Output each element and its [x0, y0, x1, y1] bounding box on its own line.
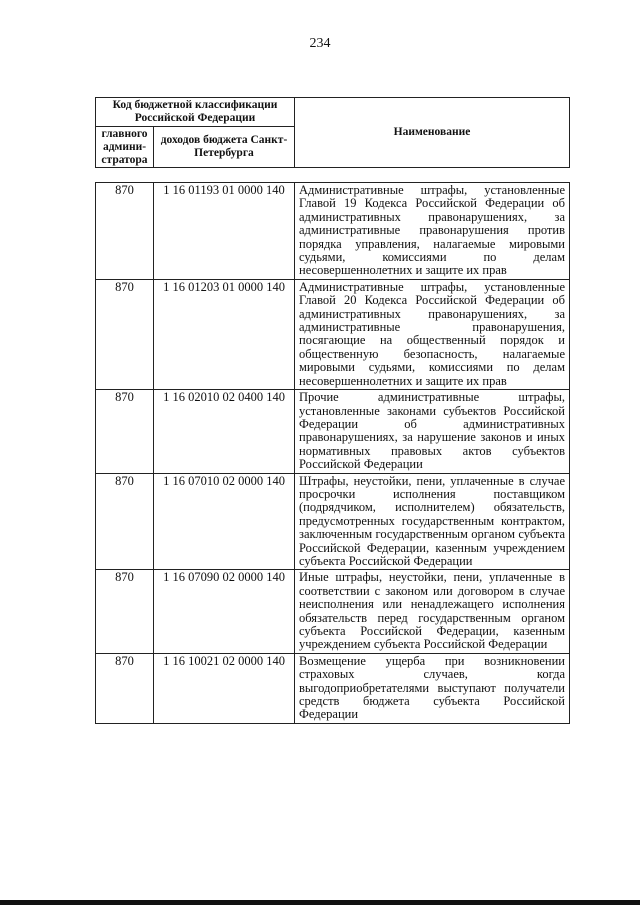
- income-code-cell: 1 16 07010 02 0000 140: [154, 473, 295, 570]
- income-name-cell: Возмещение ущерба при возникновении страховых случаев, когда выгодоприобретателями выступают получатели средств бюджета субъекта Российской Федерации: [295, 653, 570, 723]
- table-row: [96, 390, 570, 473]
- income-code-cell: 1 16 10021 02 0000 140: [154, 653, 295, 723]
- income-code-cell: 1 16 01203 01 0000 140: [154, 279, 295, 389]
- header-table: [95, 97, 570, 168]
- table-row: [96, 570, 570, 653]
- table-row: [96, 183, 570, 280]
- income-name-cell: Штрафы, неустойки, пени, уплаченные в случае просрочки исполнения поставщиком (подрядчиком, исполнителем) обязательств, предусмотренных государственным контрактом, заключенным государственным органом субъекта Российской Федерации, казенным учреждением субъекта Российской Федерации: [295, 473, 570, 570]
- admin-column-header: главного админи-стратора: [96, 127, 154, 168]
- income-name-cell: Иные штрафы, неустойки, пени, уплаченные в соответствии с законом или договором в случае неисполнения или ненадлежащего исполнения обязательств перед государственным органом субъекта Российской Федерации, казенным учреждением субъекта Российской Федерации: [295, 570, 570, 653]
- page-number: 234: [309, 36, 331, 51]
- table-row: [96, 473, 570, 570]
- income-code-cell: 1 16 01193 01 0000 140: [154, 183, 295, 280]
- code-column-header: доходов бюджета Санкт-Петербурга: [154, 127, 295, 168]
- admin-code-cell: 870: [96, 183, 154, 280]
- scan-edge: [0, 900, 640, 905]
- table-row: [96, 653, 570, 723]
- income-code-cell: 1 16 07090 02 0000 140: [154, 570, 295, 653]
- income-name-cell: Административные штрафы, установленные Главой 19 Кодекса Российской Федерации об административных правонарушениях, за административные правонарушения против порядка управления, налагаемые мировыми судьями, комиссиями по делам несовершеннолетних и защите их прав: [295, 183, 570, 280]
- admin-code-cell: 870: [96, 390, 154, 473]
- admin-code-cell: 870: [96, 279, 154, 389]
- admin-code-cell: 870: [96, 653, 154, 723]
- table-row: [96, 279, 570, 389]
- income-name-cell: Прочие административные штрафы, установленные законами субъектов Российской Федерации об административных правонарушениях, за нарушение законов и иных нормативных правовых актов субъектов Российской Федерации: [295, 390, 570, 473]
- admin-code-cell: 870: [96, 473, 154, 570]
- classification-table: [95, 182, 570, 724]
- income-code-cell: 1 16 02010 02 0400 140: [154, 390, 295, 473]
- admin-code-cell: 870: [96, 570, 154, 653]
- income-name-cell: Административные штрафы, установленные Главой 20 Кодекса Российской Федерации об административных правонарушениях, за административные правонарушения, посягающие на общественный порядок и общественную безопасность, налагаемые мировыми судьями, комиссиями по делам несовершеннолетних и защите их прав: [295, 279, 570, 389]
- name-column-header: Наименование: [295, 98, 570, 168]
- budget-code-group-header: Код бюджетной классификации Российской Федерации: [96, 98, 295, 127]
